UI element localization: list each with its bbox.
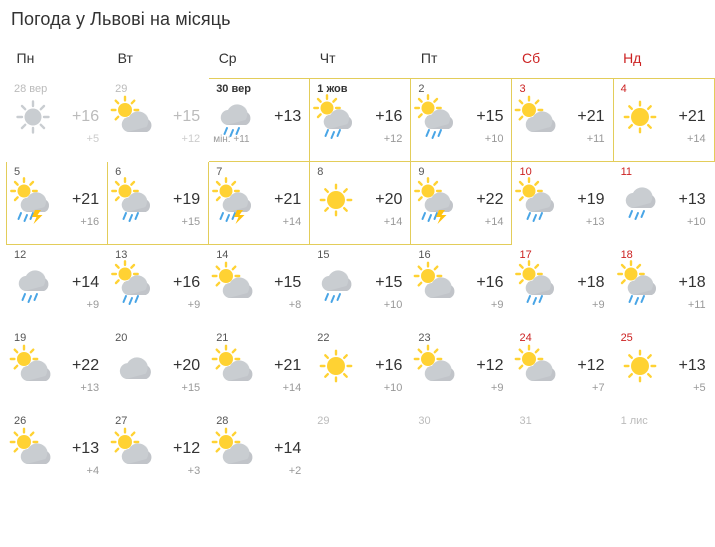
day-number: 4 xyxy=(620,83,627,95)
day-number: 20 xyxy=(115,332,128,344)
day-high-temp: +12 xyxy=(577,357,605,374)
day-low-temp: +13 xyxy=(585,216,605,228)
weekday-header-tue: Вт xyxy=(117,50,133,66)
day-number: 17 xyxy=(519,249,532,261)
calendar-day-cell[interactable] xyxy=(209,162,310,245)
day-forecast xyxy=(209,429,309,475)
calendar-day-cell[interactable] xyxy=(209,411,310,494)
day-cell-content xyxy=(512,245,612,327)
day-high-temp: +16 xyxy=(375,108,403,125)
calendar-day-cell[interactable] xyxy=(512,245,613,328)
day-low-temp: +9 xyxy=(490,382,504,394)
day-forecast xyxy=(411,429,511,475)
day-number: 19 xyxy=(14,332,27,344)
day-cell-content xyxy=(7,411,107,493)
day-number: 28 вер xyxy=(14,83,48,95)
day-high-temp: +15 xyxy=(476,108,504,125)
sun-storm-icon xyxy=(417,182,457,220)
day-forecast xyxy=(108,97,208,143)
weekday-header-fri: Пт xyxy=(420,50,438,66)
day-low-temp: +3 xyxy=(187,465,201,477)
day-high-temp: +18 xyxy=(577,274,605,291)
calendar-day-cell-empty xyxy=(411,411,512,494)
sun-icon xyxy=(316,348,356,386)
weekday-header-row xyxy=(7,50,715,79)
day-low-temp: +14 xyxy=(383,216,403,228)
day-forecast xyxy=(7,346,107,392)
day-cell-content xyxy=(108,245,208,327)
sun-cloud-icon xyxy=(417,265,457,303)
cloud-rain-icon xyxy=(215,99,255,137)
day-forecast xyxy=(108,429,208,475)
day-high-temp: +16 xyxy=(173,274,201,291)
calendar-day-cell[interactable] xyxy=(512,328,613,411)
day-cell-content xyxy=(7,162,107,244)
sun-cloud-icon xyxy=(114,99,154,137)
day-high-temp: +22 xyxy=(71,357,100,374)
day-forecast xyxy=(512,180,612,226)
calendar-day-cell[interactable] xyxy=(310,245,411,328)
day-high-temp: +16 xyxy=(71,108,100,125)
day-low-temp: +16 xyxy=(80,216,100,228)
sun-cloud-icon xyxy=(13,348,53,386)
day-low-temp: +12 xyxy=(383,133,403,145)
day-number: 3 xyxy=(519,83,526,95)
day-cell-content xyxy=(108,79,208,161)
day-high-temp: +15 xyxy=(173,108,201,125)
day-low-temp: +9 xyxy=(490,299,504,311)
day-number: 13 xyxy=(115,249,128,261)
day-high-temp: +16 xyxy=(476,274,504,291)
sun-cloud-icon xyxy=(215,348,255,386)
no-icon xyxy=(316,431,356,469)
day-cell-content xyxy=(310,245,410,327)
day-number: 30 вер xyxy=(216,83,251,95)
calendar-day-cell[interactable] xyxy=(108,328,209,411)
day-high-temp: +20 xyxy=(173,357,201,374)
day-cell-content xyxy=(512,328,612,410)
day-number: 18 xyxy=(620,249,633,261)
calendar-day-cell[interactable] xyxy=(108,411,209,494)
day-min-note: мін: +11 xyxy=(213,134,250,145)
day-cell-content xyxy=(411,79,511,161)
day-low-temp: +15 xyxy=(181,382,201,394)
day-cell-content xyxy=(7,245,107,327)
calendar-day-cell[interactable] xyxy=(411,162,512,245)
day-number: 26 xyxy=(14,415,27,427)
day-forecast xyxy=(310,97,410,143)
no-icon xyxy=(620,431,660,469)
day-forecast xyxy=(7,180,107,226)
day-high-temp: +13 xyxy=(678,357,706,374)
day-cell-content xyxy=(310,162,410,244)
day-low-temp: +8 xyxy=(288,299,302,311)
calendar-day-cell[interactable] xyxy=(613,245,714,328)
day-forecast xyxy=(108,263,208,309)
day-number: 28 xyxy=(216,415,229,427)
day-forecast xyxy=(512,429,612,475)
day-high-temp: +12 xyxy=(476,357,504,374)
day-number: 6 xyxy=(115,166,122,178)
day-number: 8 xyxy=(317,166,324,178)
calendar-day-cell[interactable] xyxy=(411,245,512,328)
day-low-temp: +10 xyxy=(484,133,504,145)
day-low-temp: +5 xyxy=(693,382,706,394)
day-number: 1 лис xyxy=(620,415,648,427)
weekday-header-thu: Чт xyxy=(319,50,336,66)
day-cell-content xyxy=(310,79,410,161)
calendar-week-row xyxy=(7,79,715,162)
day-high-temp: +14 xyxy=(71,274,100,291)
sun-cloud-icon xyxy=(417,348,457,386)
calendar-day-cell[interactable] xyxy=(613,79,714,162)
day-low-temp: +9 xyxy=(592,299,605,311)
calendar-day-cell[interactable] xyxy=(411,328,512,411)
day-low-temp: +9 xyxy=(187,299,201,311)
sun-cloud-rain-icon xyxy=(114,182,154,220)
day-number: 14 xyxy=(216,249,229,261)
day-high-temp: +13 xyxy=(274,108,302,125)
sun-icon xyxy=(620,348,660,386)
sun-cloud-icon xyxy=(13,431,53,469)
day-forecast xyxy=(512,97,612,143)
calendar-week-row xyxy=(7,162,715,245)
sun-cloud-rain-icon xyxy=(114,265,154,303)
day-low-temp: +12 xyxy=(181,133,201,145)
day-low-temp: +2 xyxy=(288,465,302,477)
day-forecast xyxy=(512,263,612,309)
sun-storm-icon xyxy=(215,182,255,220)
day-number: 5 xyxy=(14,166,21,178)
day-forecast xyxy=(310,180,410,226)
month-calendar xyxy=(6,50,715,494)
day-number: 25 xyxy=(620,332,633,344)
sun-cloud-icon xyxy=(114,431,154,469)
calendar-day-cell[interactable] xyxy=(209,245,310,328)
day-low-temp: +4 xyxy=(86,465,100,477)
day-forecast xyxy=(7,429,107,475)
day-low-temp: +15 xyxy=(181,216,201,228)
calendar-day-cell[interactable] xyxy=(310,328,411,411)
sun-icon xyxy=(316,182,356,220)
day-cell-content xyxy=(209,245,309,327)
day-forecast xyxy=(209,346,309,392)
cloud-icon xyxy=(114,348,154,386)
day-cell-content xyxy=(108,328,208,410)
day-low-temp: +7 xyxy=(592,382,605,394)
day-high-temp: +21 xyxy=(71,191,100,208)
day-number: 9 xyxy=(418,166,425,178)
day-number: 27 xyxy=(115,415,128,427)
day-forecast xyxy=(614,346,714,392)
day-cell-content xyxy=(411,245,511,327)
day-cell-content xyxy=(209,162,309,244)
day-high-temp: +18 xyxy=(678,274,706,291)
day-forecast xyxy=(310,429,410,475)
day-low-temp: +11 xyxy=(586,133,605,145)
sun-cloud-icon xyxy=(215,265,255,303)
calendar-day-cell[interactable] xyxy=(512,162,613,245)
day-forecast xyxy=(614,97,714,143)
day-number: 12 xyxy=(14,249,27,261)
day-cell-content xyxy=(209,328,309,410)
sun-cloud-rain-icon xyxy=(518,265,558,303)
day-high-temp: +13 xyxy=(678,191,706,208)
day-forecast xyxy=(614,180,714,226)
calendar-day-cell[interactable] xyxy=(7,411,108,494)
calendar-day-cell[interactable] xyxy=(613,328,714,411)
calendar-day-cell[interactable] xyxy=(7,162,108,245)
day-cell-content xyxy=(7,79,107,161)
page-title: Погода у Львові на місяць xyxy=(11,9,231,29)
day-cell-content xyxy=(614,411,714,493)
day-number: 22 xyxy=(317,332,330,344)
calendar-day-cell[interactable] xyxy=(310,79,411,162)
day-cell-content xyxy=(310,328,410,410)
calendar-day-cell[interactable] xyxy=(108,79,209,162)
day-high-temp: +16 xyxy=(375,357,403,374)
day-cell-content xyxy=(108,162,208,244)
day-number: 21 xyxy=(216,332,229,344)
calendar-day-cell[interactable] xyxy=(7,79,108,162)
day-forecast xyxy=(108,346,208,392)
day-cell-content xyxy=(512,162,612,244)
calendar-week-row xyxy=(7,245,715,328)
day-low-temp: +14 xyxy=(282,382,302,394)
weekday-header-wed: Ср xyxy=(218,50,237,66)
day-high-temp: +19 xyxy=(577,191,605,208)
day-high-temp: +12 xyxy=(173,440,201,457)
day-high-temp: +20 xyxy=(375,191,403,208)
day-number: 15 xyxy=(317,249,330,261)
day-high-temp: +22 xyxy=(476,191,504,208)
day-number: 30 xyxy=(418,415,431,427)
cloud-rain-icon xyxy=(620,182,660,220)
sun-storm-icon xyxy=(13,182,53,220)
day-cell-content xyxy=(108,411,208,493)
day-high-temp: +21 xyxy=(678,108,706,125)
day-cell-content xyxy=(614,328,714,410)
day-cell-content xyxy=(512,411,612,493)
day-low-temp: +10 xyxy=(383,382,403,394)
calendar-day-cell-empty xyxy=(613,411,714,494)
calendar-day-cell[interactable] xyxy=(512,79,613,162)
sun-cloud-icon xyxy=(518,99,558,137)
day-number: 24 xyxy=(519,332,532,344)
calendar-day-cell[interactable] xyxy=(613,162,714,245)
sun-cloud-icon xyxy=(215,431,255,469)
day-cell-content xyxy=(512,79,612,161)
day-forecast xyxy=(512,346,612,392)
day-number: 16 xyxy=(418,249,431,261)
day-number: 23 xyxy=(418,332,431,344)
day-number: 29 xyxy=(317,415,330,427)
day-forecast xyxy=(411,180,511,226)
day-low-temp: +14 xyxy=(484,216,504,228)
day-number: 29 xyxy=(115,83,128,95)
calendar-day-cell[interactable] xyxy=(108,245,209,328)
day-cell-content xyxy=(614,162,714,244)
sun-haze-icon xyxy=(13,99,53,137)
weekday-header-sun: Нд xyxy=(623,50,642,66)
calendar-day-cell[interactable] xyxy=(108,162,209,245)
day-number: 31 xyxy=(519,415,532,427)
no-icon xyxy=(417,431,457,469)
no-icon xyxy=(518,431,558,469)
day-high-temp: +15 xyxy=(375,274,403,291)
day-cell-content xyxy=(614,245,714,327)
day-low-temp: +13 xyxy=(80,382,100,394)
day-low-temp: +10 xyxy=(383,299,403,311)
day-high-temp: +14 xyxy=(274,440,302,457)
day-high-temp: +21 xyxy=(274,191,302,208)
day-number: 11 xyxy=(620,166,632,178)
day-forecast xyxy=(209,97,309,143)
day-cell-content xyxy=(411,162,511,244)
calendar-day-cell-empty xyxy=(512,411,613,494)
calendar-week-row xyxy=(7,411,715,494)
day-forecast xyxy=(411,263,511,309)
calendar-day-cell[interactable] xyxy=(310,162,411,245)
day-forecast xyxy=(411,346,511,392)
calendar-day-cell[interactable] xyxy=(7,328,108,411)
day-number: 2 xyxy=(418,83,425,95)
day-cell-content xyxy=(209,79,309,161)
sun-cloud-icon xyxy=(518,348,558,386)
day-low-temp: +14 xyxy=(686,133,706,145)
day-number: 1 жов xyxy=(317,83,348,95)
day-forecast xyxy=(411,97,511,143)
day-cell-content xyxy=(7,328,107,410)
day-forecast xyxy=(209,263,309,309)
sun-cloud-rain-icon xyxy=(620,265,660,303)
day-forecast xyxy=(7,97,107,143)
calendar-week-row xyxy=(7,328,715,411)
day-low-temp: +14 xyxy=(282,216,302,228)
calendar-day-cell[interactable] xyxy=(209,328,310,411)
sun-cloud-rain-icon xyxy=(417,99,457,137)
weekday-header-sat: Сб xyxy=(521,50,541,66)
day-low-temp: +10 xyxy=(686,216,706,228)
day-high-temp: +13 xyxy=(71,440,100,457)
day-forecast xyxy=(209,180,309,226)
calendar-day-cell[interactable] xyxy=(411,79,512,162)
sun-cloud-rain-icon xyxy=(316,99,356,137)
day-low-temp: +9 xyxy=(86,299,100,311)
day-cell-content xyxy=(614,79,714,161)
weekday-header-mon: Пн xyxy=(16,50,35,66)
day-forecast xyxy=(7,263,107,309)
day-forecast xyxy=(310,346,410,392)
day-cell-content xyxy=(310,411,410,493)
day-low-temp: +5 xyxy=(86,133,100,145)
sun-cloud-rain-icon xyxy=(518,182,558,220)
calendar-body xyxy=(7,79,715,494)
day-cell-content xyxy=(209,411,309,493)
day-high-temp: +21 xyxy=(577,108,605,125)
day-number: 7 xyxy=(216,166,223,178)
day-forecast xyxy=(614,263,714,309)
day-high-temp: +21 xyxy=(274,357,302,374)
day-low-temp: +11 xyxy=(687,299,706,311)
day-high-temp: +15 xyxy=(274,274,302,291)
calendar-day-cell-empty xyxy=(310,411,411,494)
day-forecast xyxy=(310,263,410,309)
day-forecast xyxy=(108,180,208,226)
calendar-day-cell[interactable] xyxy=(7,245,108,328)
day-high-temp: +19 xyxy=(173,191,201,208)
day-cell-content xyxy=(411,411,511,493)
calendar-day-cell[interactable] xyxy=(209,79,310,162)
cloud-rain-icon xyxy=(13,265,53,303)
day-forecast xyxy=(614,429,714,475)
day-cell-content xyxy=(411,328,511,410)
sun-icon xyxy=(620,99,660,137)
cloud-rain-icon xyxy=(316,265,356,303)
day-number: 10 xyxy=(519,166,532,178)
